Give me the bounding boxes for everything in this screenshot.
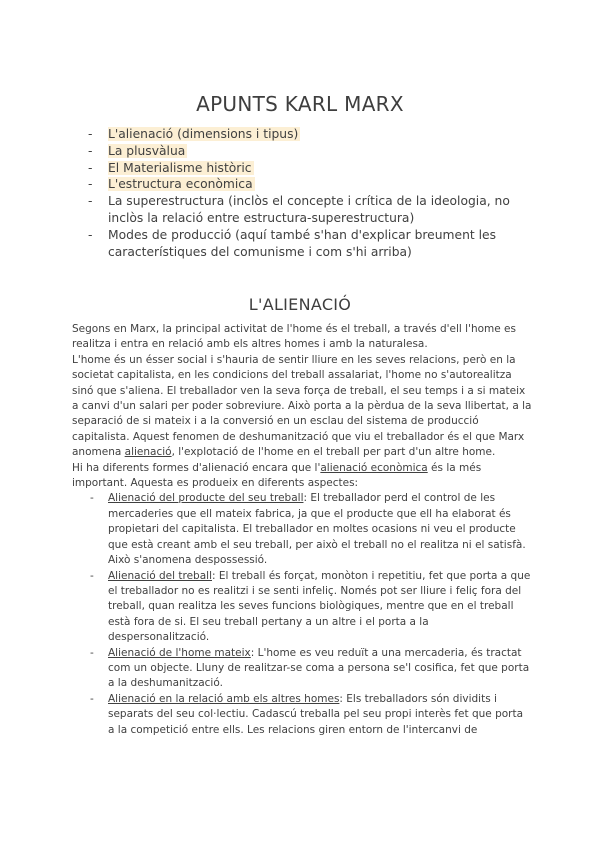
paragraph-text: L'home és un ésser social i s'hauria de sentir lliure en les seves relacions, però en la societat capitalista, en les condicions del treball assalariat, l'home no s'autorealitza sinó que s'aliena. El treballador ven la seva força de treball, el seu temps i a si mateix a canvi d'un salari per poder sobreviure. Això porta a la pèrdua de la seva llibertat, a la separació de si mateix i a la conversió en un esclau del sistema de producció capitalista. Aquest fenomen de deshumanització que viu el treballador és el que Marx anomena <box>72 353 532 459</box>
topic-item <box>88 143 528 160</box>
bullet-dash: - <box>90 569 94 582</box>
aspect-term: Alienació del treball <box>108 569 212 582</box>
bullet-dash: - <box>90 492 94 505</box>
paragraph-text: és la més important. Aquesta es produeix en diferents aspectes: <box>72 461 482 490</box>
bullet-dash: - <box>88 127 93 141</box>
aspect-text: : El treballador perd el control de les mercaderies que ell mateix fabrica, ja que el producte que ell ha elaborat és propietari del capitalista. El treballador en moltes ocasions ni veu el producte que està creant amb el seu treball, per això el treball no el realitza ni el satisfà. Això s'anomena despossessió. <box>108 492 526 567</box>
bullet-dash: - <box>90 646 94 659</box>
aspect-text: : L'home es veu reduït a una mercaderia, és tractat com un objecte. Lluny de realitzar-se coma a persona se'l cosifica, fet que porta a la deshumanització. <box>108 646 530 690</box>
bullet-dash: - <box>90 692 94 705</box>
aspect-text: : El treball és forçat, monòton i repetitiu, fet que porta a que el treballador no es realitzi i se senti infeliç. Només pot ser lliure i feliç fora del treball, quan realitza les seves funcions biològiques, mentre que en el treball està fora de si. El seu treball pertany a un altre i el porta a la despersonalització. <box>108 569 531 644</box>
topic-text: Modes de producció (aquí també s'han d'explicar breument les característiques del comunisme i com s'hi arriba) <box>108 227 496 259</box>
bullet-dash: - <box>88 160 93 175</box>
paragraph <box>72 461 532 492</box>
aspect-item <box>72 569 532 646</box>
topic-item <box>88 126 528 143</box>
topic-item <box>88 227 528 261</box>
aspect-item <box>72 692 532 738</box>
document-title: APUNTS KARL MARX <box>196 92 404 116</box>
topic-item <box>88 193 528 227</box>
topic-text: L'alienació (dimensions i tipus) <box>108 127 299 141</box>
paragraph <box>72 353 532 461</box>
aspect-term: Alienació en la relació amb els altres homes <box>108 692 340 705</box>
bullet-dash: - <box>88 194 93 209</box>
aspect-term: Alienació del producte del seu treball <box>108 492 304 505</box>
topics-list <box>88 126 528 260</box>
paragraph-text: Hi ha diferents formes d'alienació encara que l' <box>72 461 321 474</box>
topic-text: L'estructura econòmica <box>108 177 253 192</box>
topic-text: La superestructura (inclòs el concepte i crítica de la ideologia, no inclòs la relació entre estructura-superestructura) <box>108 194 510 225</box>
topic-text: El Materialisme històric <box>108 160 252 175</box>
topic-item <box>88 176 528 193</box>
bullet-dash: - <box>88 177 93 192</box>
paragraph-text: , l'explotació de l'home en el treball per part d'un altre home. <box>171 446 496 459</box>
section-heading: L'ALIENACIÓ <box>248 295 352 314</box>
topic-text: La plusvàlua <box>108 143 186 158</box>
paragraph: Segons en Marx, la principal activitat de l'home és el treball, a través d'ell l'home es realitza i entra en relació amb els altres homes i amb la naturalesa. <box>72 323 516 351</box>
aspect-item <box>72 646 532 692</box>
topic-item <box>88 160 528 177</box>
aspect-term: Alienació de l'home mateix <box>108 646 251 659</box>
key-term: alienació <box>124 446 172 459</box>
key-term: alienació econòmica <box>320 461 428 474</box>
section-body <box>72 322 532 738</box>
aspect-item <box>72 491 532 568</box>
aspects-list <box>72 491 532 738</box>
bullet-dash: - <box>88 143 93 158</box>
bullet-dash: - <box>88 227 93 242</box>
aspect-text: : Els treballadors són dividits i separats del seu col·lectiu. Cadascú treballa pel seu propi interès fet que porta a la competició entre ells. Les relacions giren entorn de l'intercanvi de <box>108 692 524 736</box>
